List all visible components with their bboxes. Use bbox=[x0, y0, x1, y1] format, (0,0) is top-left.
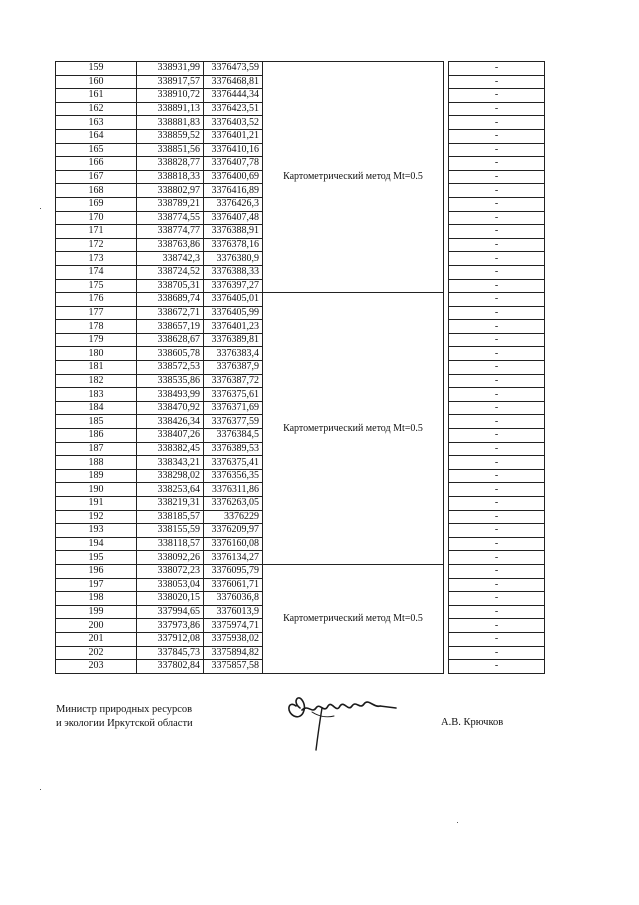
y-coordinate-cell: 3376377,59 bbox=[204, 415, 263, 429]
y-coordinate-cell: 3376423,51 bbox=[204, 102, 263, 116]
x-coordinate-cell: 338763,86 bbox=[137, 238, 204, 252]
x-coordinate-cell: 338657,19 bbox=[137, 320, 204, 334]
accuracy-cell: - bbox=[449, 415, 545, 429]
accuracy-cell: - bbox=[449, 537, 545, 551]
accuracy-cell: - bbox=[449, 129, 545, 143]
accuracy-cell: - bbox=[449, 374, 545, 388]
x-coordinate-cell: 338628,67 bbox=[137, 333, 204, 347]
signatory-position-line-2: и экологии Иркутской области bbox=[56, 718, 193, 729]
scan-speck bbox=[457, 822, 458, 823]
x-coordinate-cell: 337973,86 bbox=[137, 619, 204, 633]
x-coordinate-cell: 338470,92 bbox=[137, 401, 204, 415]
accuracy-cell: - bbox=[449, 279, 545, 293]
method-cell: Картометрический метод Mt=0.5 bbox=[263, 293, 444, 565]
x-coordinate-cell: 338724,52 bbox=[137, 265, 204, 279]
accuracy-cell: - bbox=[449, 265, 545, 279]
point-number-cell: 193 bbox=[56, 524, 137, 538]
accuracy-cell: - bbox=[449, 483, 545, 497]
point-number-cell: 186 bbox=[56, 429, 137, 443]
point-number-cell: 190 bbox=[56, 483, 137, 497]
point-number-cell: 198 bbox=[56, 592, 137, 606]
x-coordinate-cell: 338742,3 bbox=[137, 252, 204, 266]
point-number-cell: 180 bbox=[56, 347, 137, 361]
point-number-cell: 177 bbox=[56, 306, 137, 320]
y-coordinate-cell: 3376229 bbox=[204, 510, 263, 524]
point-number-cell: 161 bbox=[56, 89, 137, 103]
y-coordinate-cell: 3376311,86 bbox=[204, 483, 263, 497]
accuracy-cell: - bbox=[449, 320, 545, 334]
accuracy-cell: - bbox=[449, 401, 545, 415]
accuracy-cell: - bbox=[449, 225, 545, 239]
x-coordinate-cell: 338072,23 bbox=[137, 564, 204, 578]
accuracy-cell: - bbox=[449, 605, 545, 619]
handwritten-signature bbox=[282, 686, 402, 756]
y-coordinate-cell: 3376405,99 bbox=[204, 306, 263, 320]
point-number-cell: 184 bbox=[56, 401, 137, 415]
x-coordinate-cell: 338689,74 bbox=[137, 293, 204, 307]
table-row bbox=[56, 62, 545, 76]
x-coordinate-cell: 338672,71 bbox=[137, 306, 204, 320]
x-coordinate-cell: 338931,99 bbox=[137, 62, 204, 76]
accuracy-cell: - bbox=[449, 632, 545, 646]
point-number-cell: 189 bbox=[56, 469, 137, 483]
accuracy-cell: - bbox=[449, 578, 545, 592]
y-coordinate-cell: 3376356,35 bbox=[204, 469, 263, 483]
y-coordinate-cell: 3376375,61 bbox=[204, 388, 263, 402]
y-coordinate-cell: 3376387,72 bbox=[204, 374, 263, 388]
point-number-cell: 192 bbox=[56, 510, 137, 524]
x-coordinate-cell: 338789,21 bbox=[137, 197, 204, 211]
y-coordinate-cell: 3376263,05 bbox=[204, 497, 263, 511]
x-coordinate-cell: 338407,26 bbox=[137, 429, 204, 443]
point-number-cell: 188 bbox=[56, 456, 137, 470]
point-number-cell: 179 bbox=[56, 333, 137, 347]
y-coordinate-cell: 3375857,58 bbox=[204, 660, 263, 674]
accuracy-cell: - bbox=[449, 170, 545, 184]
accuracy-cell: - bbox=[449, 211, 545, 225]
point-number-cell: 170 bbox=[56, 211, 137, 225]
x-coordinate-cell: 338774,55 bbox=[137, 211, 204, 225]
x-coordinate-cell: 338253,64 bbox=[137, 483, 204, 497]
accuracy-cell: - bbox=[449, 497, 545, 511]
accuracy-cell: - bbox=[449, 469, 545, 483]
x-coordinate-cell: 338917,57 bbox=[137, 75, 204, 89]
accuracy-cell: - bbox=[449, 306, 545, 320]
point-number-cell: 203 bbox=[56, 660, 137, 674]
y-coordinate-cell: 3376401,23 bbox=[204, 320, 263, 334]
y-coordinate-cell: 3376389,53 bbox=[204, 442, 263, 456]
x-coordinate-cell: 338535,86 bbox=[137, 374, 204, 388]
y-coordinate-cell: 3376095,79 bbox=[204, 564, 263, 578]
point-number-cell: 167 bbox=[56, 170, 137, 184]
point-number-cell: 182 bbox=[56, 374, 137, 388]
accuracy-cell: - bbox=[449, 388, 545, 402]
point-number-cell: 172 bbox=[56, 238, 137, 252]
point-number-cell: 175 bbox=[56, 279, 137, 293]
y-coordinate-cell: 3376134,27 bbox=[204, 551, 263, 565]
accuracy-cell: - bbox=[449, 143, 545, 157]
point-number-cell: 174 bbox=[56, 265, 137, 279]
point-number-cell: 195 bbox=[56, 551, 137, 565]
x-coordinate-cell: 338219,31 bbox=[137, 497, 204, 511]
accuracy-cell: - bbox=[449, 238, 545, 252]
point-number-cell: 202 bbox=[56, 646, 137, 660]
x-coordinate-cell: 338343,21 bbox=[137, 456, 204, 470]
y-coordinate-cell: 3375938,02 bbox=[204, 632, 263, 646]
x-coordinate-cell: 337845,73 bbox=[137, 646, 204, 660]
y-coordinate-cell: 3376013,9 bbox=[204, 605, 263, 619]
signatory-name: А.В. Крючков bbox=[441, 717, 504, 728]
point-number-cell: 166 bbox=[56, 157, 137, 171]
accuracy-cell: - bbox=[449, 197, 545, 211]
y-coordinate-cell: 3376371,69 bbox=[204, 401, 263, 415]
y-coordinate-cell: 3376416,89 bbox=[204, 184, 263, 198]
accuracy-cell: - bbox=[449, 102, 545, 116]
point-number-cell: 200 bbox=[56, 619, 137, 633]
point-number-cell: 162 bbox=[56, 102, 137, 116]
y-coordinate-cell: 3376407,78 bbox=[204, 157, 263, 171]
y-coordinate-cell: 3376401,21 bbox=[204, 129, 263, 143]
y-coordinate-cell: 3376036,8 bbox=[204, 592, 263, 606]
accuracy-cell: - bbox=[449, 184, 545, 198]
accuracy-cell: - bbox=[449, 116, 545, 130]
point-number-cell: 171 bbox=[56, 225, 137, 239]
y-coordinate-cell: 3376388,33 bbox=[204, 265, 263, 279]
accuracy-cell: - bbox=[449, 551, 545, 565]
point-number-cell: 168 bbox=[56, 184, 137, 198]
y-coordinate-cell: 3376444,34 bbox=[204, 89, 263, 103]
table-row bbox=[56, 293, 545, 307]
y-coordinate-cell: 3376209,97 bbox=[204, 524, 263, 538]
x-coordinate-cell: 338572,53 bbox=[137, 361, 204, 375]
point-number-cell: 194 bbox=[56, 537, 137, 551]
signatory-position-line-1: Министр природных ресурсов bbox=[56, 704, 193, 715]
x-coordinate-cell: 337912,08 bbox=[137, 632, 204, 646]
y-coordinate-cell: 3375974,71 bbox=[204, 619, 263, 633]
point-number-cell: 197 bbox=[56, 578, 137, 592]
x-coordinate-cell: 338185,57 bbox=[137, 510, 204, 524]
accuracy-cell: - bbox=[449, 524, 545, 538]
x-coordinate-cell: 338605,78 bbox=[137, 347, 204, 361]
point-number-cell: 163 bbox=[56, 116, 137, 130]
point-number-cell: 196 bbox=[56, 564, 137, 578]
x-coordinate-cell: 338802,97 bbox=[137, 184, 204, 198]
x-coordinate-cell: 338426,34 bbox=[137, 415, 204, 429]
accuracy-cell: - bbox=[449, 456, 545, 470]
x-coordinate-cell: 338818,33 bbox=[137, 170, 204, 184]
point-number-cell: 160 bbox=[56, 75, 137, 89]
accuracy-cell: - bbox=[449, 75, 545, 89]
x-coordinate-cell: 338705,31 bbox=[137, 279, 204, 293]
accuracy-cell: - bbox=[449, 252, 545, 266]
point-number-cell: 173 bbox=[56, 252, 137, 266]
y-coordinate-cell: 3376405,01 bbox=[204, 293, 263, 307]
coordinates-table-body bbox=[56, 62, 545, 674]
accuracy-cell: - bbox=[449, 62, 545, 76]
accuracy-cell: - bbox=[449, 333, 545, 347]
coordinates-table bbox=[55, 61, 545, 674]
y-coordinate-cell: 3376400,69 bbox=[204, 170, 263, 184]
method-cell: Картометрический метод Mt=0.5 bbox=[263, 62, 444, 293]
y-coordinate-cell: 3376426,3 bbox=[204, 197, 263, 211]
accuracy-cell: - bbox=[449, 660, 545, 674]
point-number-cell: 199 bbox=[56, 605, 137, 619]
accuracy-cell: - bbox=[449, 293, 545, 307]
accuracy-cell: - bbox=[449, 347, 545, 361]
x-coordinate-cell: 338828,77 bbox=[137, 157, 204, 171]
table-row bbox=[56, 564, 545, 578]
x-coordinate-cell: 338155,59 bbox=[137, 524, 204, 538]
method-cell: Картометрический метод Mt=0.5 bbox=[263, 564, 444, 673]
x-coordinate-cell: 338020,15 bbox=[137, 592, 204, 606]
y-coordinate-cell: 3376410,16 bbox=[204, 143, 263, 157]
x-coordinate-cell: 338092,26 bbox=[137, 551, 204, 565]
signatory-position bbox=[56, 703, 193, 731]
point-number-cell: 191 bbox=[56, 497, 137, 511]
x-coordinate-cell: 338910,72 bbox=[137, 89, 204, 103]
accuracy-cell: - bbox=[449, 442, 545, 456]
x-coordinate-cell: 338774,77 bbox=[137, 225, 204, 239]
point-number-cell: 169 bbox=[56, 197, 137, 211]
x-coordinate-cell: 338851,56 bbox=[137, 143, 204, 157]
point-number-cell: 185 bbox=[56, 415, 137, 429]
y-coordinate-cell: 3375894,82 bbox=[204, 646, 263, 660]
y-coordinate-cell: 3376383,4 bbox=[204, 347, 263, 361]
scan-speck bbox=[40, 208, 41, 209]
point-number-cell: 159 bbox=[56, 62, 137, 76]
y-coordinate-cell: 3376375,41 bbox=[204, 456, 263, 470]
y-coordinate-cell: 3376378,16 bbox=[204, 238, 263, 252]
x-coordinate-cell: 338298,02 bbox=[137, 469, 204, 483]
x-coordinate-cell: 338382,45 bbox=[137, 442, 204, 456]
point-number-cell: 164 bbox=[56, 129, 137, 143]
point-number-cell: 176 bbox=[56, 293, 137, 307]
y-coordinate-cell: 3376473,59 bbox=[204, 62, 263, 76]
x-coordinate-cell: 338493,99 bbox=[137, 388, 204, 402]
y-coordinate-cell: 3376403,52 bbox=[204, 116, 263, 130]
x-coordinate-cell: 337994,65 bbox=[137, 605, 204, 619]
point-number-cell: 201 bbox=[56, 632, 137, 646]
y-coordinate-cell: 3376397,27 bbox=[204, 279, 263, 293]
point-number-cell: 178 bbox=[56, 320, 137, 334]
point-number-cell: 183 bbox=[56, 388, 137, 402]
y-coordinate-cell: 3376468,81 bbox=[204, 75, 263, 89]
accuracy-cell: - bbox=[449, 619, 545, 633]
accuracy-cell: - bbox=[449, 564, 545, 578]
x-coordinate-cell: 338881,83 bbox=[137, 116, 204, 130]
accuracy-cell: - bbox=[449, 157, 545, 171]
y-coordinate-cell: 3376388,91 bbox=[204, 225, 263, 239]
y-coordinate-cell: 3376061,71 bbox=[204, 578, 263, 592]
x-coordinate-cell: 338859,52 bbox=[137, 129, 204, 143]
y-coordinate-cell: 3376160,08 bbox=[204, 537, 263, 551]
accuracy-cell: - bbox=[449, 510, 545, 524]
scan-speck bbox=[40, 789, 41, 790]
x-coordinate-cell: 338891,13 bbox=[137, 102, 204, 116]
y-coordinate-cell: 3376384,5 bbox=[204, 429, 263, 443]
accuracy-cell: - bbox=[449, 592, 545, 606]
point-number-cell: 187 bbox=[56, 442, 137, 456]
x-coordinate-cell: 338053,04 bbox=[137, 578, 204, 592]
point-number-cell: 165 bbox=[56, 143, 137, 157]
x-coordinate-cell: 338118,57 bbox=[137, 537, 204, 551]
y-coordinate-cell: 3376407,48 bbox=[204, 211, 263, 225]
y-coordinate-cell: 3376380,9 bbox=[204, 252, 263, 266]
accuracy-cell: - bbox=[449, 646, 545, 660]
accuracy-cell: - bbox=[449, 361, 545, 375]
x-coordinate-cell: 337802,84 bbox=[137, 660, 204, 674]
point-number-cell: 181 bbox=[56, 361, 137, 375]
accuracy-cell: - bbox=[449, 429, 545, 443]
y-coordinate-cell: 3376387,9 bbox=[204, 361, 263, 375]
accuracy-cell: - bbox=[449, 89, 545, 103]
y-coordinate-cell: 3376389,81 bbox=[204, 333, 263, 347]
